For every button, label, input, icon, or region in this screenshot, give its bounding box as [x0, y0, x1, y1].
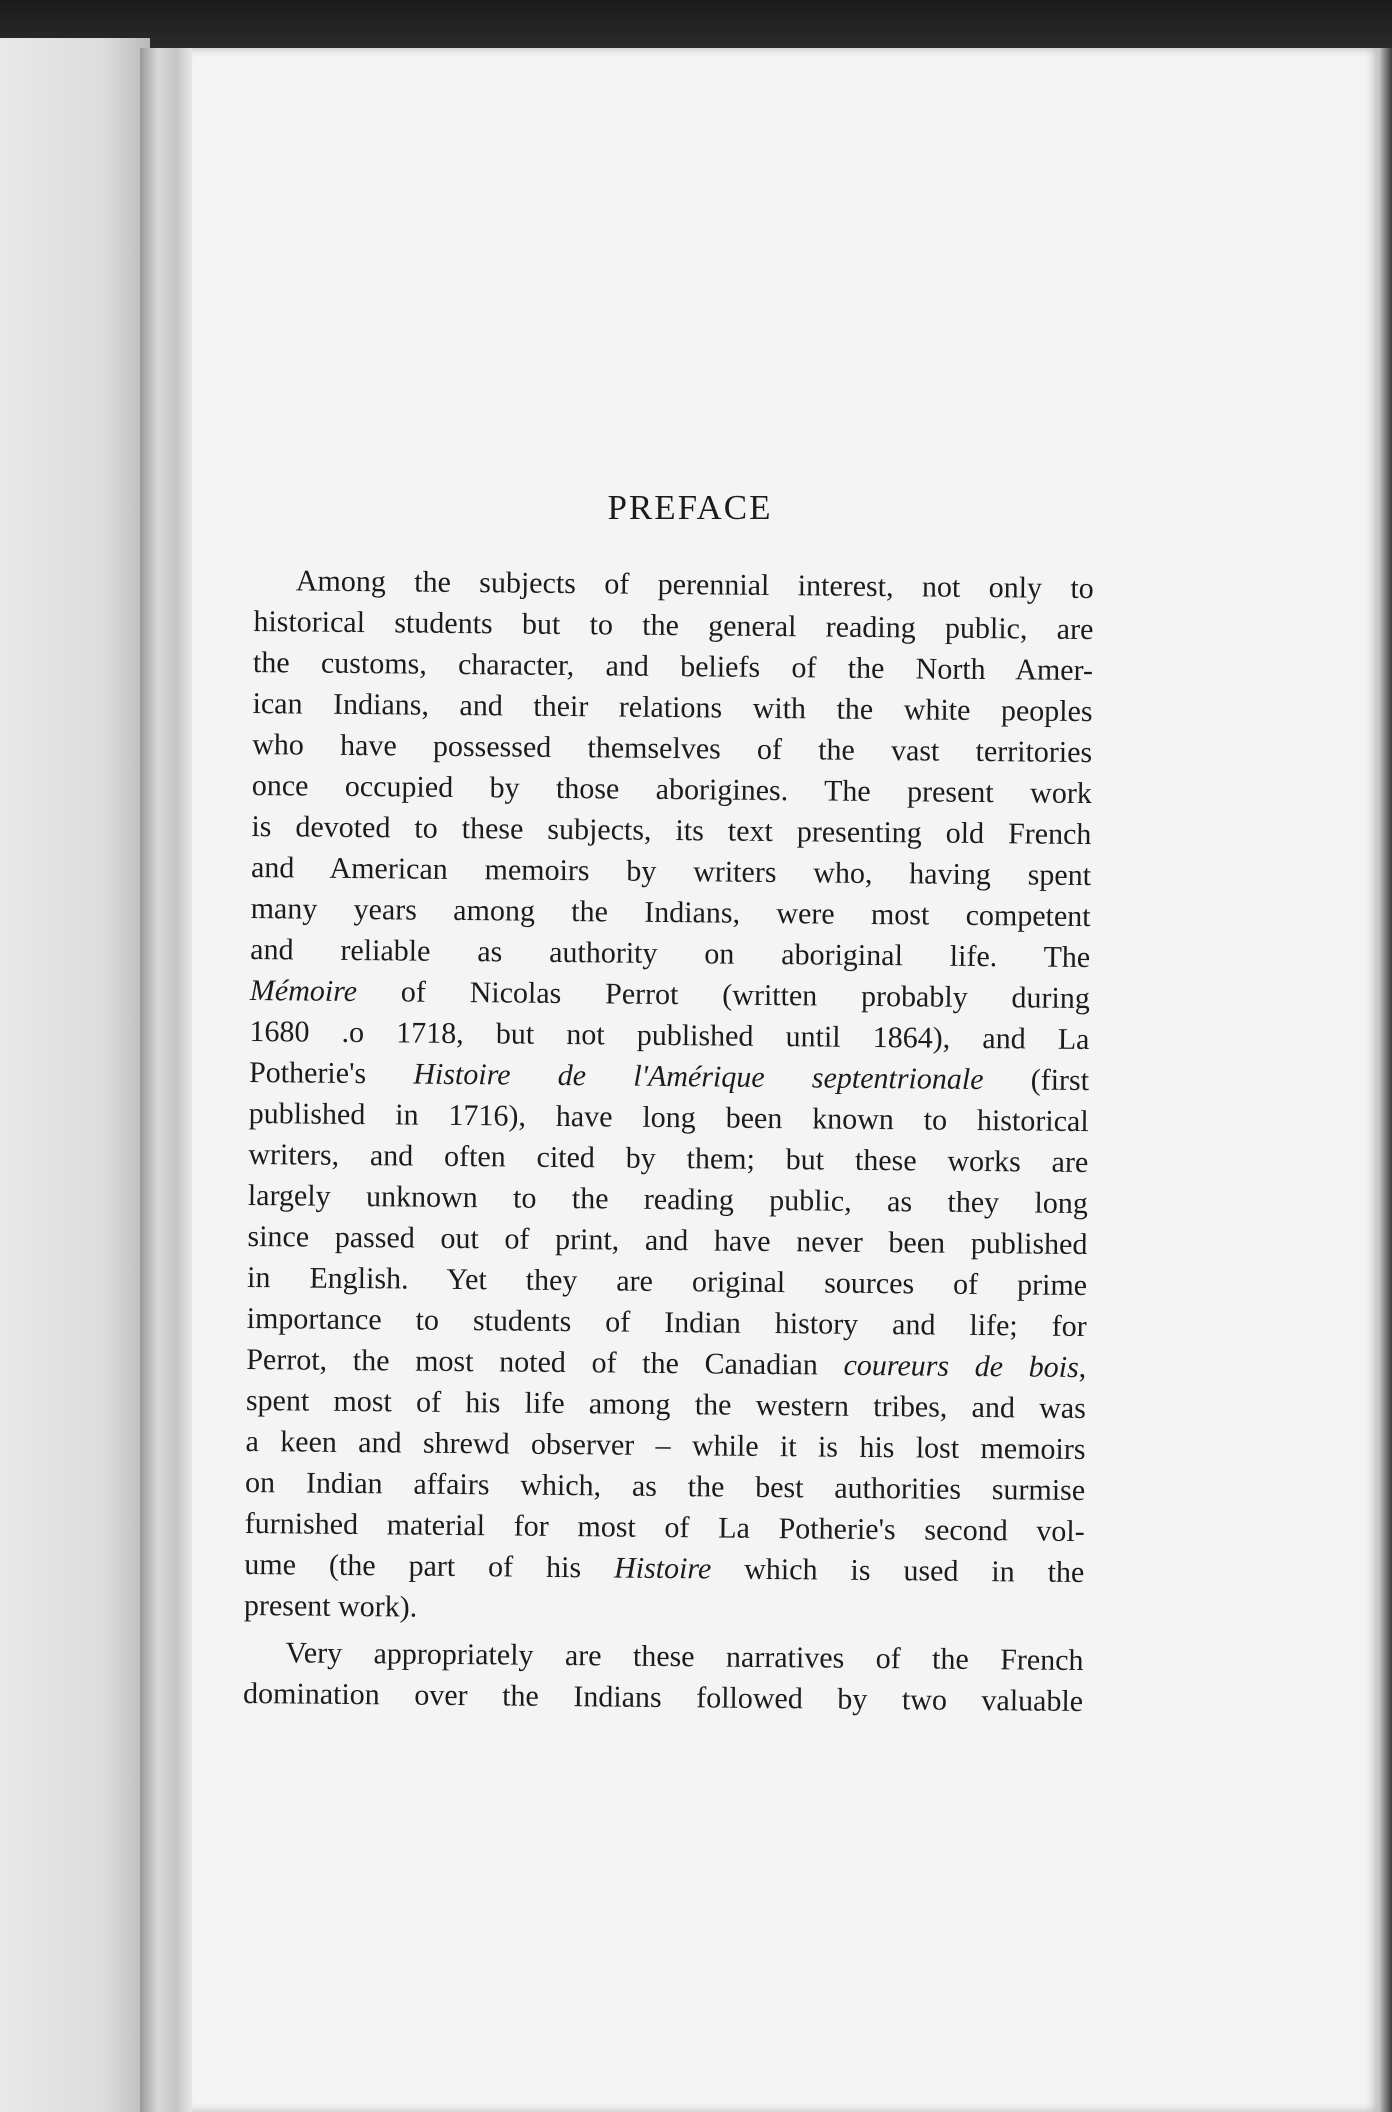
- text-line: once occupied by those aborigines. The present work: [251, 768, 1092, 811]
- text-run: ,: [1078, 1350, 1087, 1385]
- italic-title: Histoire: [613, 1551, 712, 1586]
- text-line: published in 1716), have long been known to historical: [248, 1096, 1089, 1139]
- text-run: ume (the part of his: [244, 1547, 615, 1585]
- text-line: 1680 .o 1718, but not published until 1864), and La: [249, 1014, 1090, 1057]
- text-run: Potherie's: [248, 1055, 414, 1091]
- italic-title: Histoire de l'Amérique septentrionale: [413, 1057, 984, 1097]
- text-line: many years among the Indians, were most competent: [250, 891, 1091, 934]
- book-gutter: [140, 48, 192, 2112]
- text-line: writers, and often cited by them; but these works are: [248, 1137, 1089, 1180]
- text-run: of Nicolas Perrot (written probably during: [356, 975, 1090, 1016]
- text-line: domination over the Indians followed by two valuable: [242, 1676, 1084, 1719]
- text-line: who have possessed themselves of the vast territories: [252, 727, 1093, 770]
- text-line: spent most of his life among the western tribes, and was: [245, 1383, 1087, 1426]
- facing-page: [0, 38, 150, 2112]
- paragraph-1: [244, 560, 1094, 1634]
- text-line: since passed out of print, and have never been published: [247, 1219, 1088, 1262]
- text-run: which is used in the: [711, 1552, 1085, 1590]
- text-line: importance to students of Indian history and life; for: [246, 1301, 1087, 1344]
- text-line: a keen and shrewd observer – while it is his lost memoirs: [245, 1424, 1086, 1467]
- text-line: largely unknown to the reading public, as they long: [247, 1178, 1089, 1221]
- text-line: the customs, character, and beliefs of the North Amer-: [252, 645, 1094, 688]
- text-line: Among the subjects of perennial interest, not only to: [295, 564, 1094, 606]
- text-line: Very appropriately are these narratives of the French: [285, 1636, 1084, 1678]
- text-line: historical students but to the general reading public, are: [253, 604, 1094, 647]
- text-line: furnished material for most of La Potherie's second vol-: [244, 1506, 1085, 1549]
- text-line: ican Indians, and their relations with the white peoples: [252, 686, 1093, 729]
- text-line: and reliable as authority on aboriginal life. The: [250, 932, 1091, 975]
- body-text: [243, 560, 1094, 1728]
- text-run: Perrot, the most noted of the Canadian: [246, 1342, 844, 1382]
- text-line: present work).: [243, 1588, 418, 1624]
- page-right-edge: [1378, 48, 1392, 2112]
- text-line: on Indian affairs which, as the best authorities surmise: [244, 1465, 1086, 1508]
- text-line: is devoted to these subjects, its text presenting old French: [251, 809, 1092, 852]
- text-run: (first: [983, 1063, 1090, 1098]
- italic-term: coureurs de bois: [843, 1348, 1079, 1384]
- italic-title: Mémoire: [249, 973, 358, 1009]
- page-title: PREFACE: [607, 488, 773, 527]
- text-line: in English. Yet they are original sources of prime: [246, 1260, 1088, 1303]
- text-line: and American memoirs by writers who, having spent: [250, 850, 1092, 893]
- paragraph-2: [243, 1632, 1084, 1722]
